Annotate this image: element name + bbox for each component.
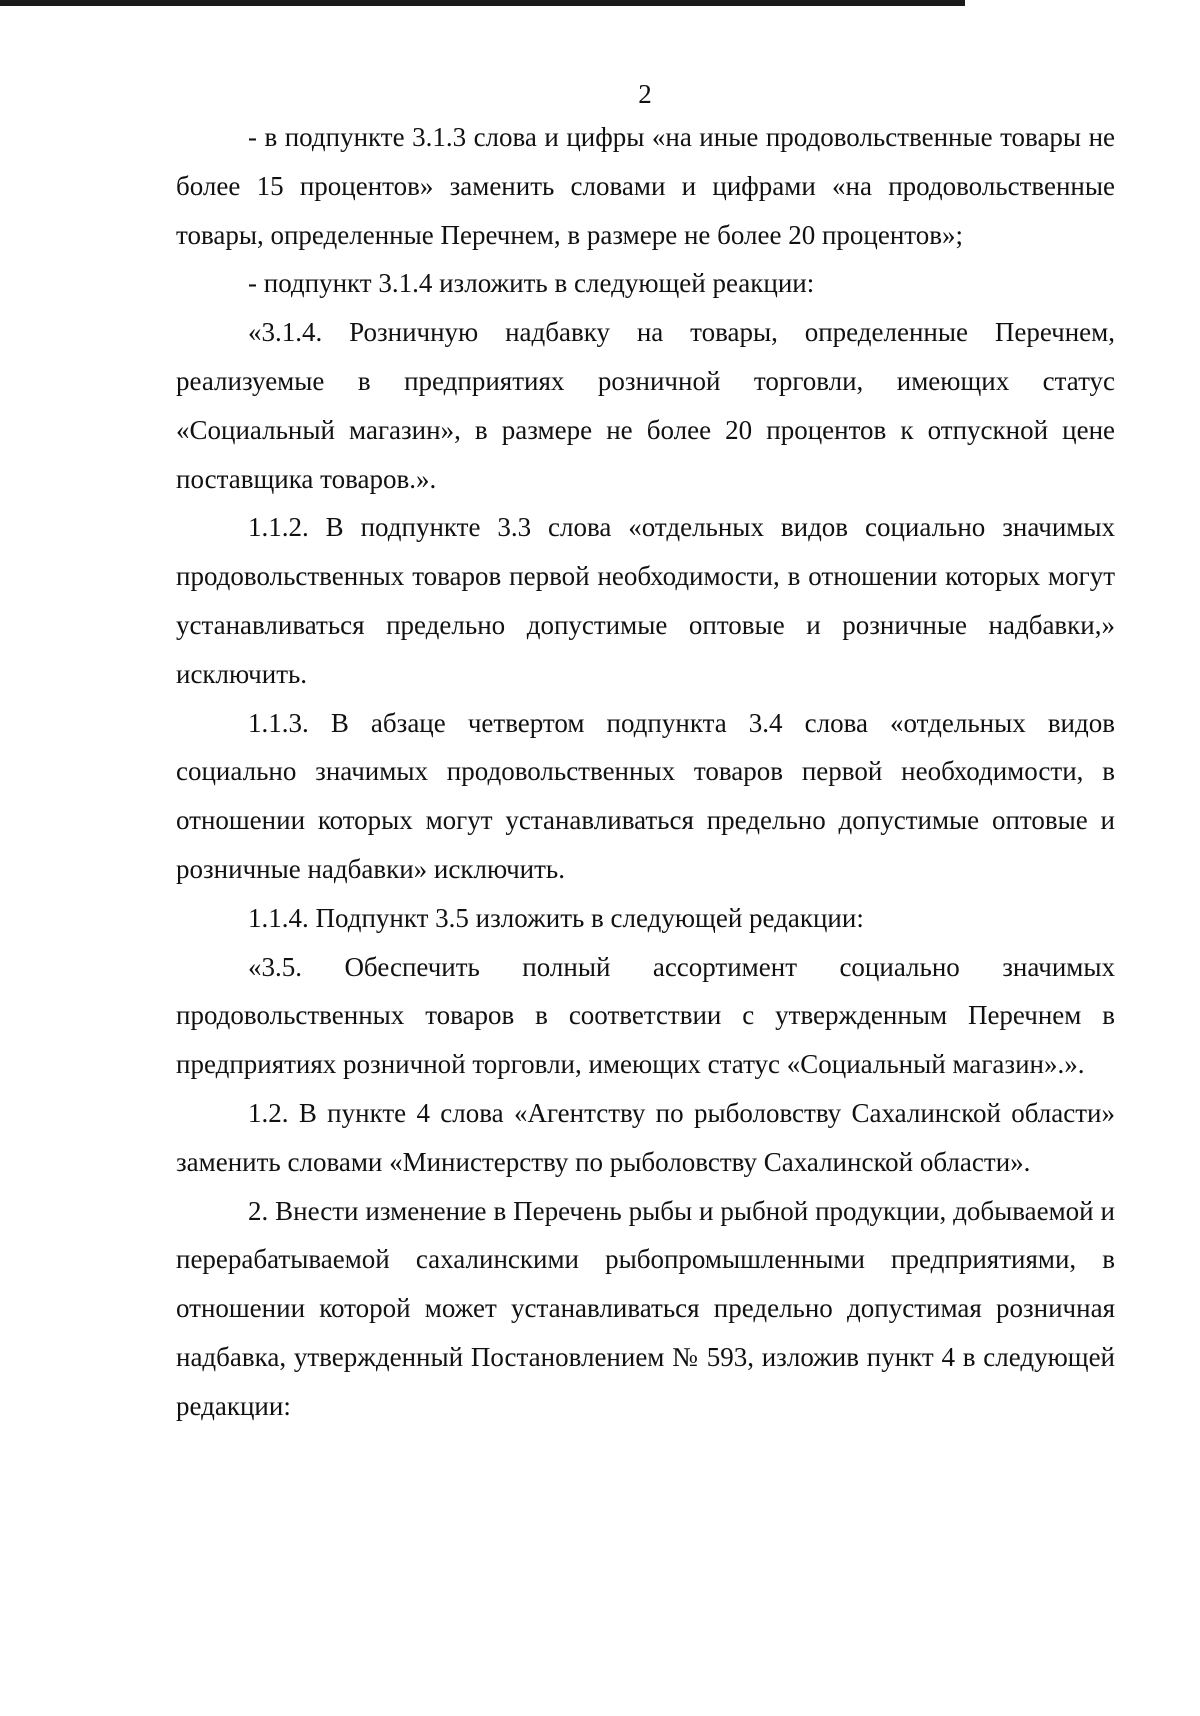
paragraph-3-5-text: «3.5. Обеспечить полный ассортимент социально значимых продовольственных товаров в соответствии с утвержденным Перечнем в предприятиях розничной торговли, имеющих статус «Социальный магазин».». bbox=[176, 951, 1115, 1080]
paragraph-1-1-3: 1.1.3. В абзаце четвертом подпункта 3.4 слова «отдельных видов социально значимых продовольственных товаров первой необходимости, в отношении которых могут устанавливаться предельно допустимые оптовые и розничные надбавки» исключить. bbox=[176, 707, 1115, 884]
document-body bbox=[176, 113, 1115, 1431]
paragraph-subclause-3-1-4-intro: - подпункт 3.1.4 изложить в следующей реакции: bbox=[248, 268, 815, 299]
scan-top-edge bbox=[0, 0, 965, 6]
paragraph-1-2: 1.2. В пункте 4 слова «Агентству по рыболовству Сахалинской области» заменить словами «Министерству по рыболовству Сахалинской области». bbox=[176, 1097, 1115, 1177]
paragraph-2: 2. Внести изменение в Перечень рыбы и рыбной продукции, добываемой и перерабатываемой сахалинскими рыбопромышленными предприятиями, в отношении которой может устанавливаться предельно допустимая розничная надбавка, утвержденный Постановлением № 593, изложив пункт 4 в следующей редакции: bbox=[176, 1195, 1115, 1421]
paragraph-1-1-4: 1.1.4. Подпункт 3.5 изложить в следующей редакции: bbox=[248, 902, 864, 933]
paragraph-subclause-3-1-4-text: «3.1.4. Розничную надбавку на товары, определенные Перечнем, реализуемые в предприятиях розничной торговли, имеющих статус «Социальный магазин», в размере не более 20 процентов к отпускной цене поставщика товаров.». bbox=[176, 317, 1115, 494]
paragraph-1-1-2: 1.1.2. В подпункте 3.3 слова «отдельных видов социально значимых продовольственных товаров первой необходимости, в отношении которых могут устанавливаться предельно допустимые оптовые и розничные надбавки,» исключить. bbox=[176, 512, 1115, 689]
page-number: 2 bbox=[638, 79, 652, 109]
paragraph-subclause-3-1-3: - в подпункте 3.1.3 слова и цифры «на иные продовольственные товары не более 15 процентов» заменить словами и цифрами «на продовольственные товары, определенные Перечнем, в размере не более 20 процентов»; bbox=[176, 122, 1115, 250]
